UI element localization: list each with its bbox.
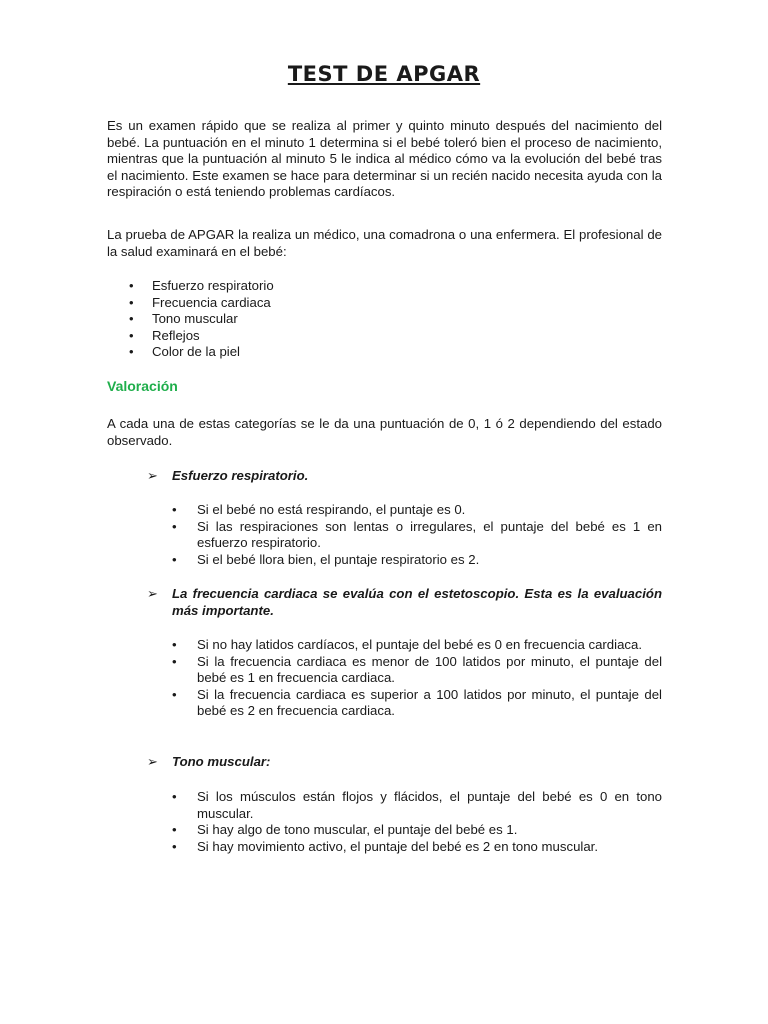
bullet-icon: •	[172, 822, 177, 838]
criteria-list	[107, 278, 662, 361]
bullet-icon: •	[129, 278, 134, 293]
list-item: • Si la frecuencia cardiaca es superior a 100 latidos por minuto, el puntaje del bebé es 2 en frecuencia cardiaca.	[172, 686, 662, 719]
respiratorio-list	[172, 502, 662, 568]
bullet-icon: •	[172, 686, 177, 702]
list-item: • Si hay movimiento activo, el puntaje del bebé es 2 en tono muscular.	[172, 838, 598, 854]
list-item: • Si el bebé llora bien, el puntaje respiratorio es 2.	[172, 551, 480, 567]
list-item: • Color de la piel	[129, 344, 240, 360]
section-heading-respiratorio: ➢ Esfuerzo respiratorio.	[147, 468, 309, 483]
arrow-bullet-icon: ➢	[147, 468, 159, 483]
tono-list	[172, 789, 662, 855]
list-item: • Si la frecuencia cardiaca es menor de 100 latidos por minuto, el puntaje del bebé es 1 en frecuencia cardiaca.	[172, 653, 662, 686]
frecuencia-list	[172, 637, 662, 720]
list-item: • Si hay algo de tono muscular, el puntaje del bebé es 1.	[172, 822, 518, 838]
bullet-icon: •	[172, 518, 177, 534]
list-item: • Frecuencia cardiaca	[129, 294, 271, 310]
bullet-icon: •	[172, 551, 177, 567]
bullet-icon: •	[172, 838, 177, 854]
performed-by-paragraph: La prueba de APGAR la realiza un médico, una comadrona o una enfermera. El profesional de la salud examinará en el bebé:	[107, 227, 662, 259]
list-item: • Reflejos	[129, 327, 200, 343]
page-title: TEST DE APGAR	[287, 62, 481, 86]
section-heading-tono: ➢ Tono muscular:	[147, 754, 271, 769]
bullet-icon: •	[129, 311, 134, 327]
list-item: • Si las respiraciones son lentas o irregulares, el puntaje del bebé es 1 en esfuerzo respiratorio.	[172, 518, 662, 551]
arrow-bullet-icon: ➢	[147, 754, 159, 769]
list-item: • Esfuerzo respiratorio	[129, 278, 274, 293]
arrow-bullet-icon: ➢	[147, 586, 159, 601]
valoracion-heading: Valoración	[107, 378, 178, 394]
bullet-icon: •	[129, 344, 134, 360]
list-item: • Si el bebé no está respirando, el puntaje es 0.	[172, 502, 466, 517]
bullet-icon: •	[172, 789, 177, 804]
list-item: • Si los músculos están flojos y flácidos, el puntaje del bebé es 0 en tono muscular.	[172, 789, 662, 821]
bullet-icon: •	[129, 327, 134, 343]
section-heading-frecuencia: ➢ La frecuencia cardiaca se evalúa con el estetoscopio. Esta es la evaluación más importante.	[147, 586, 662, 618]
bullet-icon: •	[172, 502, 177, 517]
valoracion-paragraph: A cada una de estas categorías se le da una puntuación de 0, 1 ó 2 dependiendo del estado observado.	[107, 416, 662, 448]
bullet-icon: •	[129, 294, 134, 310]
list-item: • Si no hay latidos cardíacos, el puntaje del bebé es 0 en frecuencia cardiaca.	[172, 637, 642, 652]
list-item: • Tono muscular	[129, 311, 238, 327]
bullet-icon: •	[172, 653, 177, 669]
bullet-icon: •	[172, 637, 177, 652]
intro-paragraph: Es un examen rápido que se realiza al primer y quinto minuto después del nacimiento del bebé. La puntuación en el minuto 1 determina si el bebé toleró bien el proceso de nacimiento, mientras que la puntuación al minuto 5 le indica al médico cómo va la evolución del bebé tras el nacimiento. Este examen se hace para determinar si un recién nacido necesita ayuda con la respiración o está teniendo problemas cardíacos.	[107, 118, 662, 200]
